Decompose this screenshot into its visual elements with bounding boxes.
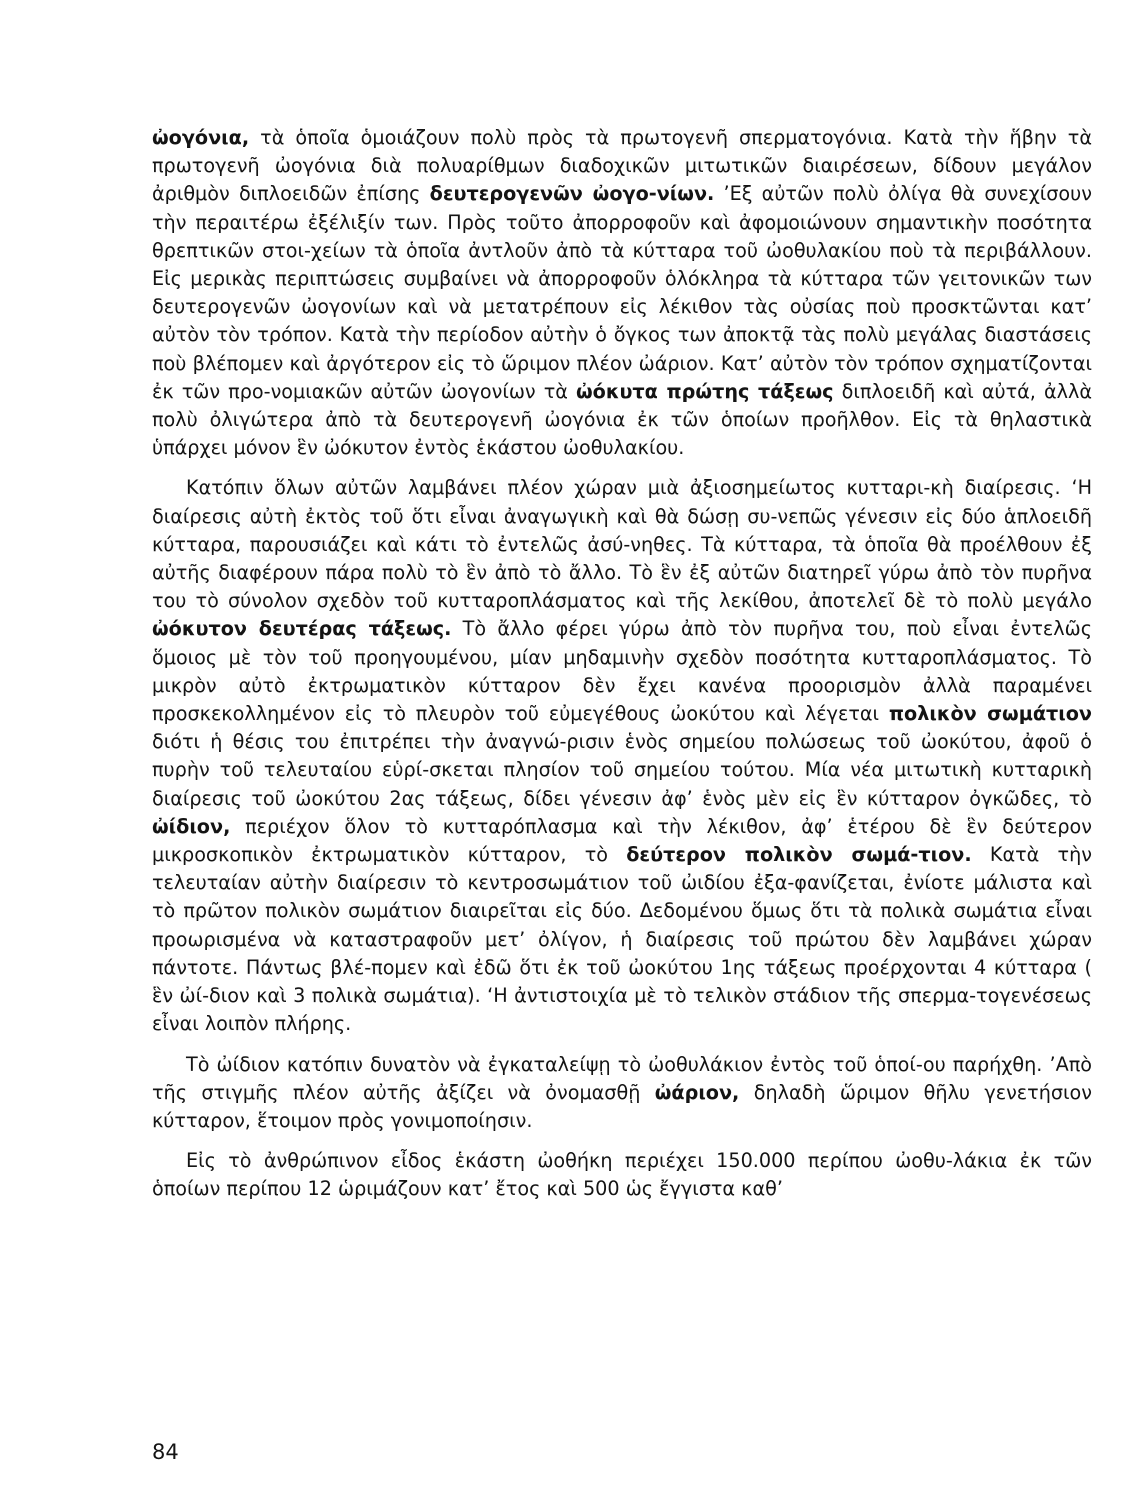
paragraph-4 xyxy=(152,1147,1092,1203)
page-number: 84 xyxy=(152,1440,179,1464)
text-run: Εἰς τὸ ἀνθρώπινον εἶδος ἑκάστη ὠοθήκη περιέχει 150.000 περίπου ὠοθυ-λάκια ἐκ τῶν ὁποίων περίπου 12 ὡριμάζουν κατ’ ἔτος καὶ 500 ὡς ἔγγιστα καθ’ xyxy=(152,1149,1092,1201)
paragraph-1 xyxy=(152,124,1092,462)
bold-term: ὠάριον, xyxy=(654,1080,740,1104)
text-run: Τὸ ἄλλο φέρει γύρω ἀπὸ τὸν πυρῆνα του, ποὺ εἶναι ἐντελῶς ὅμοιος μὲ τὸν τοῦ προηγουμένου, μίαν μηδαμινὴν σχεδὸν ποσότητα κυτταροπλάσματος. Τὸ μικρὸν αὐτὸ ἐκτρωματικὸν κύτταρον δὲν ἔχει κανένα προορισμὸν ἀλλὰ παραμένει προσκεκολλημένον εἰς τὸ πλευρὸν τοῦ εὐμεγέθους ὠοκύτου καὶ λέγεται xyxy=(152,617,1092,726)
bold-term: ὠίδιον, xyxy=(152,814,231,838)
text-run: τὰ ὁποῖα ὁμοιάζουν πολὺ πρὸς τὰ πρωτογενῆ σπερματογόνια. Κατὰ τὴν ἥβην τὰ πρωτογενῆ ὠογόνια διὰ πολυαρίθμων διαδοχικῶν μιτωτικῶν διαιρέσεων, δίδουν μεγάλον ἀριθμὸν διπλοειδῶν ἐπίσης xyxy=(152,126,1092,206)
bold-term: πολικὸν σωμάτιον xyxy=(888,702,1092,726)
bold-term: ὠόκυτον δευτέρας τάξεως. xyxy=(152,617,452,641)
text-run: δηλαδὴ ὥριμον θῆλυ γενετήσιον κύτταρον, ἕτοιμον πρὸς γονιμοποίησιν. xyxy=(152,1080,1092,1132)
text-run: διπλοειδῆ καὶ αὐτά, ἀλλὰ πολὺ ὀλιγώτερα ἀπὸ τὰ δευτερογενῆ ὠογόνια ἐκ τῶν ὁποίων προῆλθον. Εἰς τὰ θηλαστικὰ ὑπάρχει μόνον ἓν ὠόκυτον ἐντὸς ἑκάστου ὠοθυλακίου. xyxy=(152,379,1092,460)
page-body xyxy=(152,124,1092,1216)
bold-term: δευτερογενῶν ὠογο-νίων. xyxy=(429,182,715,206)
bold-term: δεύτερον πολικὸν σωμά-τιον. xyxy=(626,843,972,867)
text-run: διότι ἡ θέσις του ἐπιτρέπει τὴν ἀναγνώ-ρισιν ἑνὸς σημείου πολώσεως τοῦ ὠοκύτου, ἀφοῦ ὁ πυρὴν τοῦ τελευταίου εὑρί-σκεται πλησίον τοῦ σημείου τούτου. Μία νέα μιτωτικὴ κυτταρικὴ διαίρεσις τοῦ ὠοκύτου 2ας τάξεως, δίδει γένεσιν ἀφ’ ἑνὸς μὲν εἰς ἓν κύτταρον ὀγκῶδες, τὸ xyxy=(152,730,1092,810)
text-run: Κατόπιν ὅλων αὐτῶν λαμβάνει πλέον χώραν μιὰ ἀξιοσημείωτος κυτταρι-κὴ διαίρεσις. ‘Η διαίρεσις αὐτὴ ἐκτὸς τοῦ ὅτι εἶναι ἀναγωγικὴ καὶ θὰ δώσῃ συ-νεπῶς γένεσιν εἰς δύο ἁπλοειδῆ κύτταρα, παρουσιάζει καὶ κάτι τὸ ἐντελῶς ἀσύ-νηθες. Τὰ κύτταρα, τὰ ὁποῖα θὰ προέλθουν ἐξ αὐτῆς διαφέρουν πάρα πολὺ τὸ ἓν ἀπὸ τὸ ἄλλο. Τὸ ἓν ἐξ αὐτῶν διατηρεῖ γύρω ἀπὸ τὸν πυρῆνα του τὸ σύνολον σχεδὸν τοῦ κυτταροπλάσματος καὶ τῆς λεκίθου, ἀποτελεῖ δὲ τὸ πολὺ μεγάλο xyxy=(152,476,1092,613)
bold-term: ὠόκυτα πρώτης τάξεως xyxy=(575,379,834,403)
text-run: ’Εξ αὐτῶν πολὺ ὀλίγα θὰ συνεχίσουν τὴν περαιτέρω ἐξέλιξίν των. Πρὸς τοῦτο ἀπορροφοῦν καὶ ἀφομοιώνουν σημαντικὴν ποσότητα θρεπτικῶν στοι-χείων τὰ ὁποῖα ἀντλοῦν ἀπὸ τὰ κύτταρα τοῦ ὠοθυλακίου ποὺ τὰ περιβάλλουν. Εἰς μερικὰς περιπτώσεις συμβαίνει νὰ ἀπορροφοῦν ὁλόκληρα τὰ κύτταρα τῶν γειτονικῶν των δευτερογενῶν ὠογονίων καὶ νὰ μετατρέπουν εἰς λέκιθον τὰς οὐσίας ποὺ προσκτῶνται κατ’ αὐτὸν τὸν τρόπον. Κατὰ τὴν περίοδον αὐτὴν ὁ ὄγκος των ἀποκτᾷ τὰς πολὺ μεγάλας διαστάσεις ποὺ βλέπομεν καὶ ἀργότερον εἰς τὸ ὥριμον πλέον ὠάριον. Κατ’ αὐτὸν τὸν τρόπον σχηματίζονται ἐκ τῶν προ-νομιακῶν αὐτῶν ὠογονίων τὰ xyxy=(152,182,1092,403)
paragraph-2 xyxy=(152,474,1092,1038)
text-run: Τὸ ὠίδιον κατόπιν δυνατὸν νὰ ἐγκαταλείψῃ τὸ ὠοθυλάκιον ἐντὸς τοῦ ὁποί-ου παρήχθη. ’Απὸ τῆς στιγμῆς πλέον αὐτῆς ἀξίζει νὰ ὀνομασθῇ xyxy=(152,1052,1092,1104)
text-run: Κατὰ τὴν τελευταίαν αὐτὴν διαίρεσιν τὸ κεντροσωμάτιον τοῦ ὠιδίου ἐξα-φανίζεται, ἐνίοτε μάλιστα καὶ τὸ πρῶτον πολικὸν σωμάτιον διαιρεῖται εἰς δύο. Δεδομένου ὅμως ὅτι τὰ πολικὰ σωμάτια εἶναι προωρισμένα νὰ καταστραφοῦν μετ’ ὀλίγον, ἡ διαίρεσις τοῦ πρώτου δὲν λαμβάνει χώραν πάντοτε. Πάντως βλέ-πομεν καὶ ἐδῶ ὅτι ἐκ τοῦ ὠοκύτου 1ης τάξεως προέρχονται 4 κύτταρα ( ἓν ὠί-διον καὶ 3 πολικὰ σωμάτια). ‘Η ἀντιστοιχία μὲ τὸ τελικὸν στάδιον τῆς σπερμα-τογενέσεως εἶναι λοιπὸν πλήρης. xyxy=(152,843,1092,1036)
text-run: περιέχον ὅλον τὸ κυτταρόπλασμα καὶ τὴν λέκιθον, ἀφ’ ἑτέρου δὲ ἓν δεύτερον μικροσκοπικὸν ἐκτρωματικὸν κύτταρον, τὸ xyxy=(152,814,1092,867)
bold-term: ὠογόνια, xyxy=(152,126,250,149)
paragraph-3 xyxy=(152,1051,1092,1136)
